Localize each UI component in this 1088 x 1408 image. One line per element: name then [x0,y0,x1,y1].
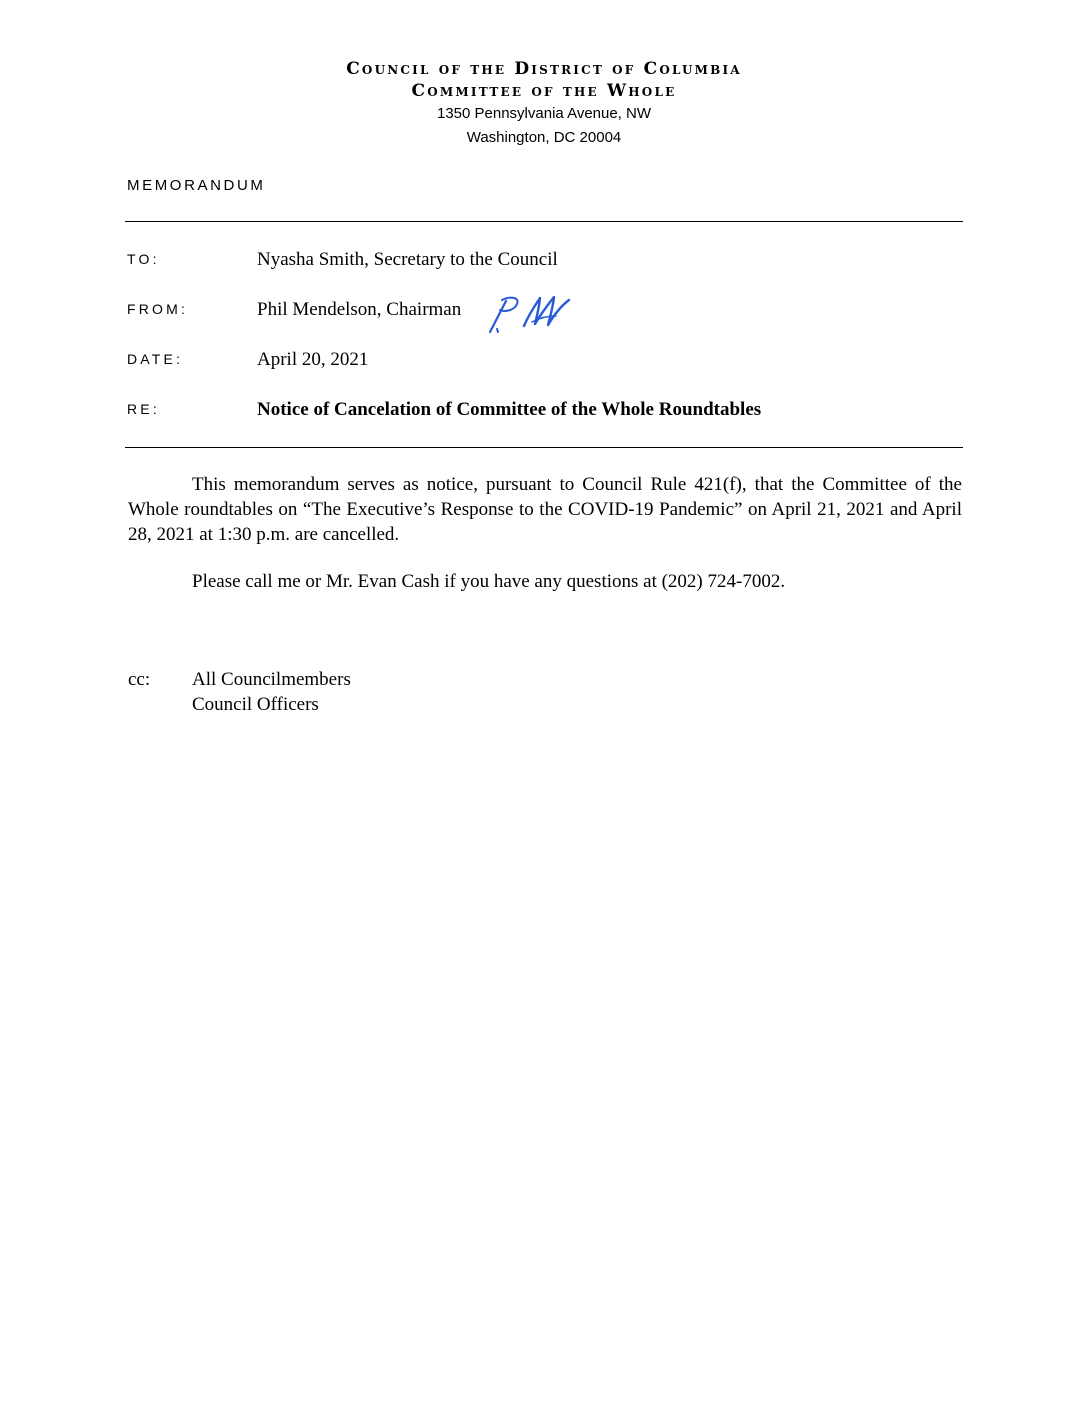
from-value: Phil Mendelson, Chairman [257,299,462,320]
cc-recipient-list [192,667,351,717]
letterhead-organization: Council of the District of Columbia [346,59,742,79]
header-top-divider [125,221,963,222]
letterhead-address-line2: Washington, DC 20004 [466,129,622,146]
letterhead-address-line1: 1350 Pennsylvania Avenue, NW [436,105,652,122]
cc-label: cc: [128,669,151,690]
signature-image [484,292,574,336]
to-label: TO: [127,251,160,267]
date-label: DATE: [127,351,184,367]
re-value: Notice of Cancelation of Committee of the Whole Roundtables [257,399,762,420]
re-label: RE: [127,401,160,417]
to-value: Nyasha Smith, Secretary to the Council [257,249,558,270]
from-label: FROM: [127,301,189,317]
header-bottom-divider [125,447,963,448]
date-value: April 20, 2021 [257,349,369,370]
header-row-to [127,249,963,275]
header-row-date [127,349,963,375]
cc-recipient: Council Officers [192,694,319,715]
letterhead-committee: Committee of the Whole [411,81,677,101]
memo-label: MEMORANDUM [127,177,266,194]
letterhead [0,58,1088,150]
body-paragraph-1: This memorandum serves as notice, pursuant to Council Rule 421(f), that the Committee of the Whole roundtables on “The Executive’s Response to the COVID-19 Pandemic” on April 21, 2021 and April 28, 2021 at 1:30 p.m. are cancelled. [128,474,962,545]
cc-recipient: All Councilmembers [192,669,351,690]
header-row-re [127,399,963,425]
body-paragraph-2: Please call me or Mr. Evan Cash if you have any questions at (202) 724-7002. [192,571,786,592]
